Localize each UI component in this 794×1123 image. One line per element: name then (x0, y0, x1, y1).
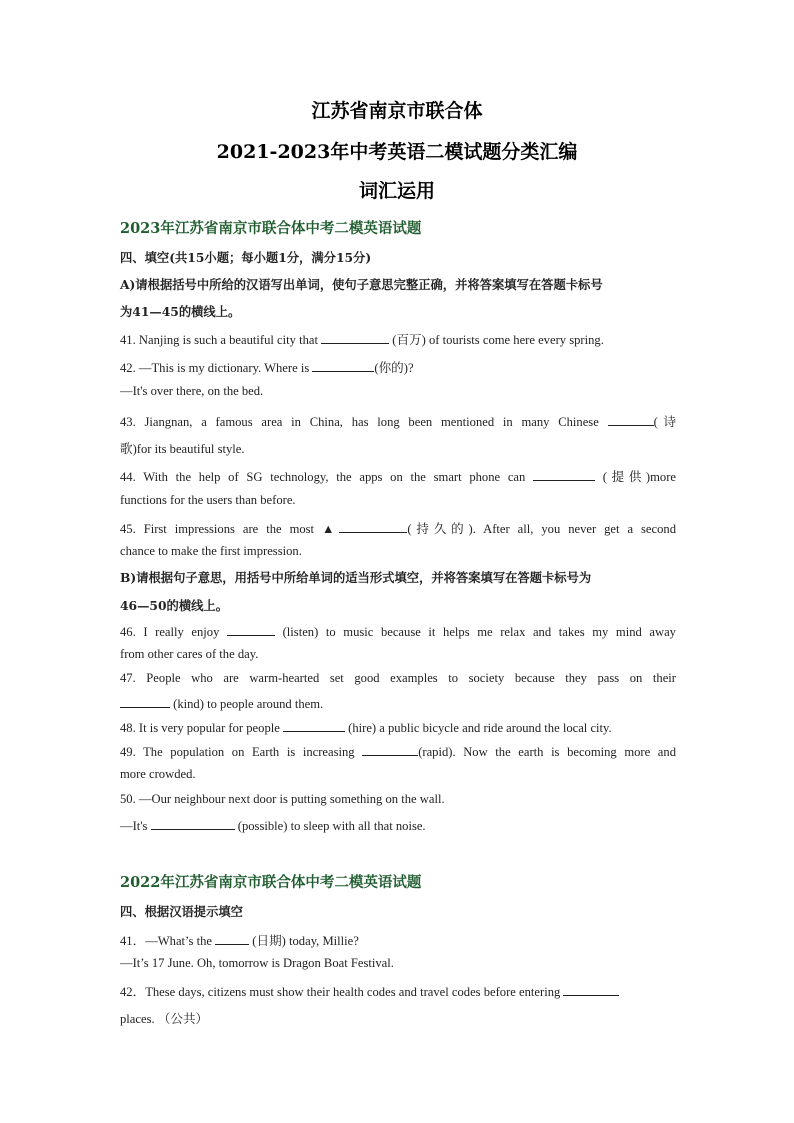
part-title-2023: 四、填空(共15小题；每小题1分，满分15分) (120, 250, 372, 265)
question-2022-41 (120, 930, 676, 949)
question-text: 41．—What’s the (120, 934, 216, 948)
question-47-line2 (120, 695, 676, 712)
doc-title-line3: 词汇运用 (358, 180, 435, 202)
triangle-marker-icon: ▲ (322, 522, 340, 536)
question-text: (诗 (653, 415, 676, 429)
answer-blank[interactable] (362, 743, 418, 756)
question-text: 43. Jiangnan, a famous area in China, has long been mentioned in many Chinese (120, 415, 608, 429)
section-heading-2023: 2023年江苏省南京市联合体中考二模英语试题 (120, 220, 422, 237)
answer-blank[interactable] (120, 695, 170, 708)
question-2022-42-line1 (120, 981, 676, 1000)
question-text: 49. The population on Earth is increasing (120, 745, 363, 759)
question-text: 42．These days, citizens must show their health codes and travel codes before entering (120, 985, 564, 999)
question-2022-41-reply: —It’s 17 June. Oh, tomorrow is Dragon Boat Festival. (120, 956, 394, 970)
question-49-line1 (120, 743, 676, 760)
question-text: 45. First impressions are the most (120, 522, 323, 536)
question-46-line1 (120, 623, 676, 640)
instruction-b-line1: B)请根据句子意思，用括号中所给单词的适当形式填空，并将答案填写在答题卡标号为 (120, 570, 592, 585)
question-text: (提供)more (595, 470, 676, 484)
answer-blank[interactable] (608, 413, 654, 426)
answer-blank[interactable] (339, 520, 407, 533)
question-text: 41. Nanjing is such a beautiful city that (120, 333, 322, 347)
answer-blank[interactable] (321, 331, 389, 344)
question-text: (hire) a public bicycle and ride around the local city. (344, 721, 612, 735)
question-text: (百万) of tourists come here every spring. (389, 333, 604, 347)
section-heading-2022: 2022年江苏省南京市联合体中考二模英语试题 (120, 874, 422, 891)
instruction-a-line1: A)请根据括号中所给的汉语写出单词，使句子意思完整正确，并将答案填写在答题卡标号 (120, 277, 603, 292)
question-41 (120, 329, 676, 348)
question-43-line1 (120, 411, 676, 430)
part-title-2022: 四、根据汉语提示填空 (120, 904, 243, 919)
question-44-line1 (120, 466, 676, 485)
answer-blank[interactable] (215, 932, 249, 945)
question-2022-42-line2: places. （公共） (120, 1012, 209, 1026)
question-50-line1: 50. —Our neighbour next door is putting something on the wall. (120, 792, 445, 806)
question-48 (120, 719, 676, 736)
question-42-reply: —It's over there, on the bed. (120, 384, 264, 398)
question-47-line1: 47. People who are warm-hearted set good examples to society because they pass on their (120, 671, 676, 685)
answer-blank[interactable] (227, 623, 275, 636)
question-text: 42. —This is my dictionary. Where is (120, 361, 313, 375)
question-text: (你的)? (374, 361, 414, 375)
question-43-line2: 歌)for its beautiful style. (120, 442, 245, 456)
question-50-line2 (120, 817, 676, 834)
doc-title-line2: 2021-2023年中考英语二模试题分类汇编 (216, 141, 578, 163)
question-45-line2: chance to make the first impression. (120, 544, 302, 558)
question-text: (持久的). After all, you never get a second (407, 522, 677, 536)
question-45-line1 (120, 518, 676, 537)
question-46-line2: from other cares of the day. (120, 647, 259, 661)
answer-blank[interactable] (533, 468, 595, 481)
question-text: (rapid). Now the earth is becoming more and (418, 745, 676, 759)
instruction-b-line2: 46—50的横线上。 (120, 598, 229, 613)
question-text: (listen) to music because it helps me relax and takes my mind away (275, 625, 676, 639)
question-text: 48. It is very popular for people (120, 721, 283, 735)
question-text: —It's (120, 819, 151, 833)
question-text: 44. With the help of SG technology, the apps on the smart phone can (120, 470, 534, 484)
question-49-line2: more crowded. (120, 767, 196, 781)
doc-title-line1: 江苏省南京市联合体 (311, 100, 483, 122)
question-text: (kind) to people around them. (170, 697, 324, 711)
question-text: 46. I really enjoy (120, 625, 227, 639)
answer-blank[interactable] (563, 983, 619, 996)
answer-blank[interactable] (151, 817, 235, 830)
answer-blank[interactable] (312, 359, 374, 372)
question-text: (日期) today, Millie? (249, 934, 359, 948)
answer-blank[interactable] (283, 719, 345, 732)
question-44-line2: functions for the users than before. (120, 493, 296, 507)
question-text: (possible) to sleep with all that noise. (234, 819, 426, 833)
question-42 (120, 357, 676, 376)
instruction-a-line2: 为41—45的横线上。 (120, 304, 241, 319)
